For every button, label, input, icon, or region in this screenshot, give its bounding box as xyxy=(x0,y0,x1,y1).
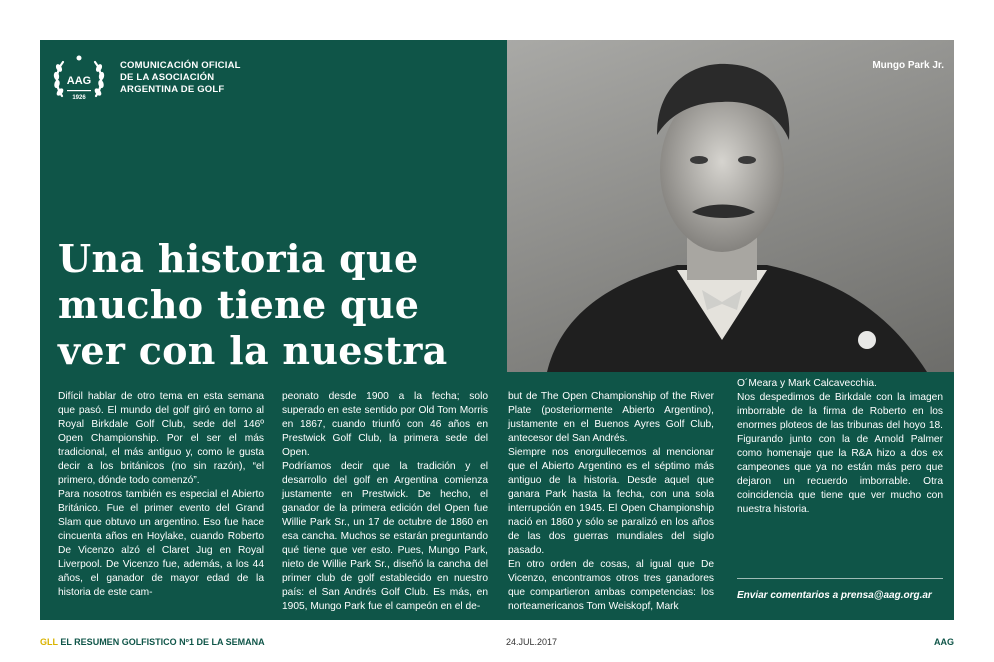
paragraph: Difícil hablar de otro tema en esta semana que pasó. El mundo del golf giró en torno al Royal Birkdale Golf Club, sede del 146º Open Championship. Por el ser el más tradicional, el más antiguo y, como le gusta decir a los británicos (no sin razón), “el primero, dónde todo comenzó”. xyxy=(58,391,264,486)
article-column-2 xyxy=(282,390,488,614)
footer-tagline xyxy=(40,637,265,647)
footer-tagline-text: EL RESUMEN GOLFISTICO Nº1 DE LA SEMANA xyxy=(57,637,265,647)
title-line: mucho tiene que xyxy=(58,282,420,327)
paragraph: Podríamos decir que la tradición y el desarrollo del golf en Argentina comienza justamente en Prestwick. De hecho, el ganador de la primera edición del Open fue Willie Park Sr., un 17 de octubre de 1860 en esa cancha. Muchos se estarán preguntando qué tiene que ver esto. Pues, Mungo Park, nieto de Willie Park Sr., diseñó la cancha del primer club de golf establecido en nuestro país: el San Andrés Golf Club. Es más, en 1905, Mungo Park fue el campeón en el de- xyxy=(282,461,488,612)
paragraph: Para nosotros también es especial el Abierto Británico. Fue el primer evento del Grand Slam que obtuvo un argentino. Eso fue hace cincuenta años en Hoylake, cuando Roberto De Vicenzo alzó el Claret Jug en Royal Liverpool. De Vicenzo fue, además, a los 44 años, el ganador de mayor edad de la historia de este cam- xyxy=(58,489,264,598)
photo-caption: Mungo Park Jr. xyxy=(872,60,944,71)
paragraph: but de The Open Championship of the River Plate (posteriormente Abierto Argentino), justamente en el Buenos Ayres Golf Club, antecesor del San Andrés. xyxy=(508,391,714,444)
org-line: DE LA ASOCIACIÓN xyxy=(120,72,215,83)
portrait-photo xyxy=(507,40,954,372)
paragraph: Siempre nos enorgullecemos al mencionar que el Abierto Argentino es el séptimo más antiguo de la historia. Desde aquel que ganara Park hasta la fecha, con una sola interrupción en 1945. El Open Championship nació en 1860 y sólo se paralizó en los años de las dos guerras mundiales del siglo pasado. xyxy=(508,447,714,556)
article-column-3 xyxy=(508,390,714,614)
comments-link[interactable]: Enviar comentarios a prensa@aag.org.ar xyxy=(737,590,932,601)
article-column-1 xyxy=(58,390,264,600)
article-column-4 xyxy=(737,377,943,517)
org-name xyxy=(120,60,241,96)
footer-right-logo: AAG xyxy=(934,637,954,647)
article-panel xyxy=(40,40,954,620)
footer-brand: GLL xyxy=(40,637,58,647)
org-line: ARGENTINA DE GOLF xyxy=(120,84,225,95)
title-line: ver con la nuestra xyxy=(58,328,448,373)
paragraph: peonato desde 1900 a la fecha; solo superado en este sentido por Old Tom Morris en 1867, cuando triunfó con 46 años en Prestwick Golf Club, la primera sede del Open. xyxy=(282,391,488,458)
aag-laurel-logo xyxy=(52,52,106,106)
article-title xyxy=(58,236,498,374)
logo-year: 1926 xyxy=(72,95,86,101)
divider xyxy=(737,578,943,579)
footer-date: 24.JUL.2017 xyxy=(506,637,558,647)
logo-text: AAG xyxy=(66,75,92,87)
title-line: Una historia que xyxy=(58,236,419,281)
paragraph: O´Meara y Mark Calcavecchia. xyxy=(737,378,877,389)
org-line: COMUNICACIÓN OFICIAL xyxy=(120,60,241,71)
paragraph: Nos despedimos de Birkdale con la imagen imborrable de la firma de Roberto en los enormes ploteos de las tribunas del hoyo 18. Figurando junto con la de Arnold Palmer como homenaje que la R&A hizo a dos ex campeones que ya no están más pero que dejaron un recuerdo imborrable. Otra coincidencia que tiene que ver mucho con nuestra historia. xyxy=(737,392,943,515)
paragraph: En otro orden de cosas, al igual que De Vicenzo, encontramos otros tres ganadores que compartieron ambas competencias: los norteamericanos Tom Weiskopf, Mark xyxy=(508,559,714,612)
